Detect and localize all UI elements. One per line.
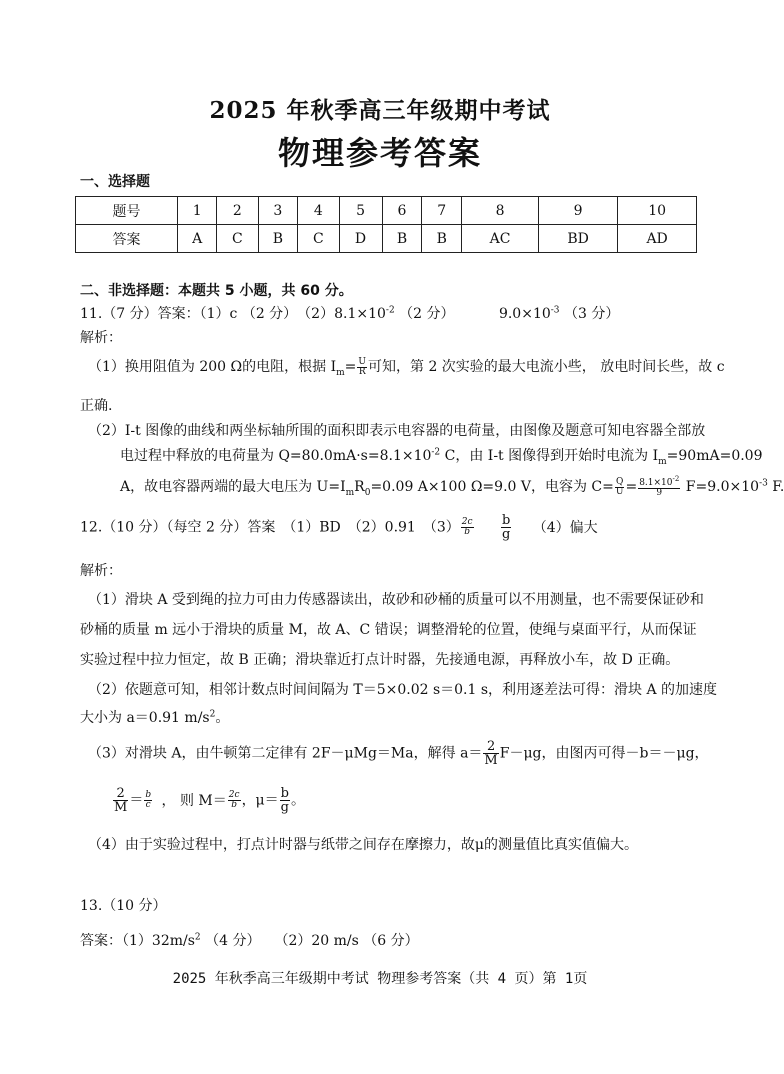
table-cell: 题号 [76,197,178,225]
q13-heading: 13.（10 分） [80,898,167,914]
text: m [658,456,667,467]
fraction [461,518,474,537]
text: = [344,359,357,375]
text: 2 [194,932,201,943]
text: 。 [215,710,230,726]
denominator: b [231,800,238,810]
answer-table [75,196,697,253]
q11-analysis-label: 解析： [80,330,122,346]
numerator: b [145,790,152,800]
text: -2 [385,305,395,316]
q12-part4-line: （4）由于实验过程中，打点计时器与纸带之间存在摩擦力，故μ的测量值比真实值偏大。 [88,837,639,853]
numerator: Q [615,476,624,487]
text: （2 分） [399,306,455,322]
table-cell: AD [618,225,697,253]
table-cell: 2 [217,197,258,225]
table-cell: B [422,225,462,253]
exam-title: 2025 年秋季高三年级期中考试 [209,97,551,124]
denominator: g [501,527,511,542]
table-cell: 4 [298,197,339,225]
text: F－μg，由图丙可得－b＝－μg， [499,745,709,762]
table-row-question-numbers [76,197,697,225]
q12-part3-line2 [112,787,305,814]
answer-key-title: 物理参考答案 [277,134,482,172]
table-cell: B [258,225,298,253]
text: =90mA=0.09 [666,448,763,464]
numerator: U [358,356,366,367]
numerator: 2 [113,787,128,801]
q12-part3-line1 [88,740,709,767]
text: （4）偏大 [532,519,598,536]
text: ，μ＝ [241,792,279,809]
text: = [625,479,638,495]
text: m [336,367,345,378]
text: 电过程中释放的电荷量为 Q=80.0mA·s=8.1×10 [120,448,432,464]
q13-answer-line [80,930,419,950]
text: -3 [759,478,768,489]
text: 0 [364,487,371,498]
text: （3）对滑块 A，由牛顿第二定律有 2F－μMg＝Ma，解得 a＝ [88,745,483,762]
text: -3 [550,305,560,316]
table-cell: C [217,225,258,253]
q12-analysis-label: 解析： [80,563,122,579]
fraction [483,740,498,767]
table-cell: A [178,225,217,253]
q12-part1-line1: （1）滑块 A 受到绳的拉力可由力传感器读出，故砂和砂桶的质量可以不用测量，也不需要保证砂和 [88,592,704,608]
text: 12.（10 分）（每空 2 分）答案 （1）BD （2）0.91 （3） [80,519,460,536]
denominator: M [484,753,498,768]
table-cell: 答案 [76,225,178,253]
table-cell: 1 [178,197,217,225]
q12-part2-line1: （2）依题意可知，相邻计数点时间间隔为 T＝5×0.02 s＝0.1 s，利用逐差法可得：滑块 A 的加速度 [88,682,718,698]
text: 大小为 a＝0.91 m/s [80,710,210,726]
table-cell: 8 [462,197,539,225]
text: F. [767,479,784,495]
text: （4 分） （2）20 m/s （6 分） [205,933,419,949]
numerator: b [501,513,511,528]
text: F=9.0×10 [681,479,760,495]
text: 答案：（1）32m/s [80,933,195,949]
q11-part2-line1: （2）I-t 图像的曲线和两坐标轴所围的面积即表示电容器的电荷量，由图像及题意可知电容器全部放 [88,423,706,439]
text: 8.1×10 [639,478,673,488]
table-row-answers [76,225,697,253]
text: C，由 I-t 图像得到开始时电流为 I [440,448,659,464]
denominator: b [464,527,471,537]
text: 可知，第 2 次实验的最大电流小些， 放电时间长些，故 c [368,359,725,375]
q11-part1-end: 正确. [80,398,113,414]
fraction [113,787,128,814]
fraction [638,476,680,498]
q12-part1-line2: 砂桶的质量 m 远小于滑块的质量 M，故 A、C 错误；调整滑轮的位置，使绳与桌面平行，从而保证 [80,622,697,638]
numerator: b [280,786,289,801]
table-cell: 9 [538,197,617,225]
table-cell: 10 [618,197,697,225]
table-cell: 3 [258,197,298,225]
text: 9.0×10 [498,306,551,322]
q12-part2-line2 [80,707,229,727]
text: -2 [431,447,441,458]
q11-answer-line [80,303,619,323]
fraction [228,791,241,810]
text: R [354,479,365,495]
numerator: 2c [461,517,473,527]
table-cell: 6 [382,197,422,225]
table-cell: B [382,225,422,253]
table-cell: 7 [422,197,462,225]
q11-part1-line [88,356,725,378]
denominator: R [358,366,366,377]
text: ， 则 M＝ [161,792,227,809]
text: （1）换用阻值为 200 Ω的电阻，根据 I [88,359,337,375]
text: -2 [672,475,680,483]
table-cell: C [298,225,339,253]
denominator: M [114,800,128,815]
text: A，故电容器两端的最大电压为 U=I [120,479,346,495]
text: （3 分） [564,306,620,322]
text: 2 [209,709,216,720]
q11-part2-line2 [120,445,763,467]
fraction [144,791,152,810]
q12-answer-line [80,514,598,541]
text: 。 [291,792,305,809]
text: m [345,487,355,498]
text: 11.（7 分）答案：（1）c （2 分） （2）8.1×10 [80,306,386,322]
table-cell: D [339,225,382,253]
table-cell: BD [538,225,617,253]
denominator: U [615,486,624,497]
q11-part2-line3 [120,476,784,498]
q12-part1-line3: 实验过程中拉力恒定，故 B 正确；滑块靠近打点计时器，先接通电源，再释放小车，故 D 正确。 [80,652,680,668]
numerator: 2c [228,790,240,800]
numerator: 2 [483,740,498,754]
fraction [357,358,367,377]
section-choice-heading: 一、选择题 [80,174,150,190]
fraction [280,787,290,814]
denominator: 9 [656,488,663,498]
fraction [501,514,511,541]
table-cell: AC [462,225,539,253]
table-cell: 5 [339,197,382,225]
section-nonchoice-heading: 二、非选择题：本题共 5 小题，共 60 分。 [80,283,353,299]
fraction [615,478,625,497]
page-footer: 2025 年秋季高三年级期中考试 物理参考答案（共 4 页）第 1页 [172,971,588,987]
text: ＝ [129,792,144,809]
denominator: c [145,800,151,810]
text: =0.09 A×100 Ω=9.0 V，电容为 C= [370,479,614,495]
denominator: g [280,800,289,815]
